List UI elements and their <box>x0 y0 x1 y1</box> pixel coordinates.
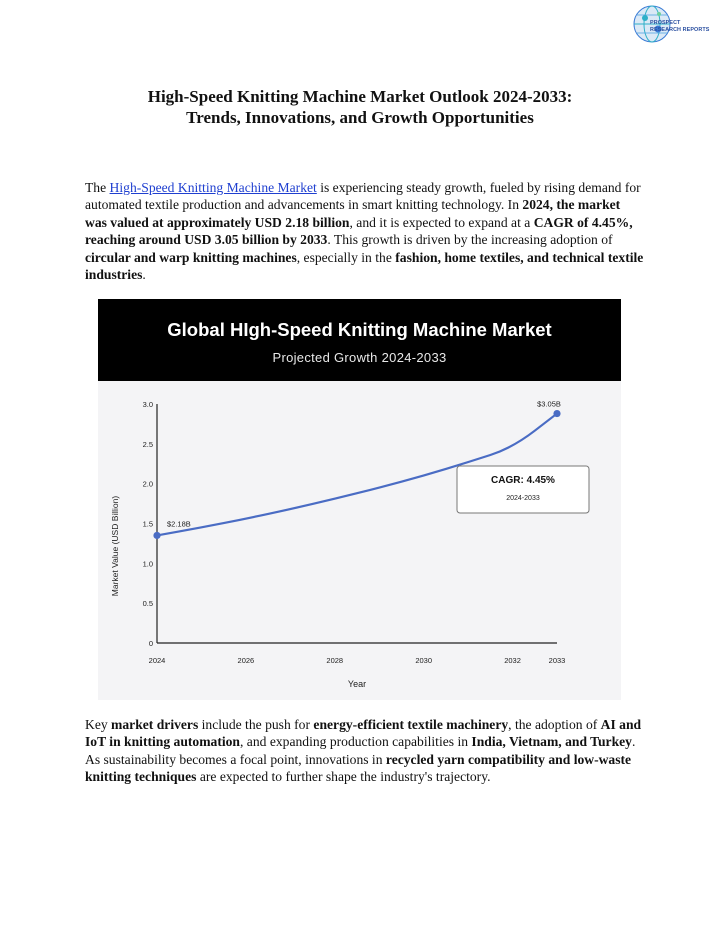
drivers-text-1: Key <box>85 717 112 732</box>
x-tick-label: 2030 <box>415 656 433 665</box>
drivers-text-4: , and expanding production capabilities in <box>240 734 472 750</box>
data-label: $3.05B <box>537 399 561 409</box>
page-title <box>60 86 660 128</box>
logo-line-2: RESEARCH REPORTS <box>650 26 710 33</box>
intro-text-3: , and it is expected to expand at a <box>349 214 534 230</box>
chart-subtitle: Projected Growth 2024-2033 <box>272 350 447 365</box>
x-tick-label: 2033 <box>548 656 566 665</box>
cagr-annotation-box <box>457 466 589 513</box>
drivers-text-3: , the adoption of <box>508 717 601 732</box>
intro-text-5: , especially in the <box>296 249 396 265</box>
drivers-text-2: include the push for <box>198 717 314 732</box>
intro-bold-2: CAGR of 4.45%, reaching around USD 3.05 billion by 2033 <box>85 214 633 248</box>
cagr-title: CAGR: 4.45% <box>491 475 555 486</box>
chart-plot <box>98 299 621 700</box>
x-tick-label: 2026 <box>237 656 255 665</box>
logo-text <box>650 20 709 33</box>
data-point <box>153 532 160 539</box>
y-tick-label: 1.0 <box>142 559 153 569</box>
intro-text-6: . <box>142 267 146 283</box>
market-chart <box>98 299 621 700</box>
chart-title: Global HIgh-Speed Knitting Machine Market <box>167 319 552 340</box>
data-label: $2.18B <box>167 519 191 529</box>
market-link[interactable]: High-Speed Knitting Machine Market <box>109 180 317 195</box>
cagr-subtitle: 2024-2033 <box>506 495 540 502</box>
drivers-bold-5: recycled yarn compatibility and low-waste knitting techniques <box>85 751 632 785</box>
drivers-bold-4: India, Vietnam, and Turkey <box>471 734 632 750</box>
y-tick-label: 2.5 <box>142 439 153 449</box>
x-axis-label: Year <box>347 679 367 689</box>
drivers-bold-3: AI and IoT in knitting automation <box>85 717 642 750</box>
y-tick-label: 0 <box>148 639 153 648</box>
intro-text-2: is experiencing steady growth, fueled by rising demand for automated textile production and advancements in smart knitting technology. In <box>85 180 641 213</box>
logo-line-1: PROSPECT <box>650 20 681 26</box>
x-tick-label: 2028 <box>326 656 344 665</box>
y-tick-label: 0.5 <box>142 599 153 609</box>
x-tick-label: 2032 <box>504 656 521 665</box>
intro-bold-1: 2024, the market was valued at approximately USD 2.18 billion <box>85 197 621 230</box>
drivers-bold-1: market drivers <box>111 717 199 732</box>
y-axis-label: Market Value (USD Billion) <box>110 495 120 597</box>
intro-paragraph <box>85 179 645 283</box>
drivers-text-6: are expected to further shape the industry's trajectory. <box>196 769 491 785</box>
intro-text-1: The <box>85 180 110 195</box>
data-point <box>553 410 560 417</box>
x-tick-label: 2024 <box>148 656 166 665</box>
y-tick-label: 2.0 <box>142 479 153 489</box>
intro-bold-4: fashion, home textiles, and technical textile industries <box>85 249 644 283</box>
y-tick-label: 3.0 <box>142 400 153 409</box>
title-line-1: High-Speed Knitting Machine Market Outlook 2024-2033: <box>147 87 573 106</box>
drivers-paragraph <box>85 716 645 786</box>
title-line-2: Trends, Innovations, and Growth Opportunities <box>186 108 534 127</box>
drivers-text-5: . As sustainability becomes a focal point, innovations in <box>85 734 636 767</box>
intro-bold-3: circular and warp knitting machines <box>85 249 297 265</box>
drivers-bold-2: energy-efficient textile machinery <box>313 717 509 732</box>
y-tick-label: 1.5 <box>142 519 153 529</box>
intro-text-4: . This growth is driven by the increasing adoption of <box>327 232 613 248</box>
